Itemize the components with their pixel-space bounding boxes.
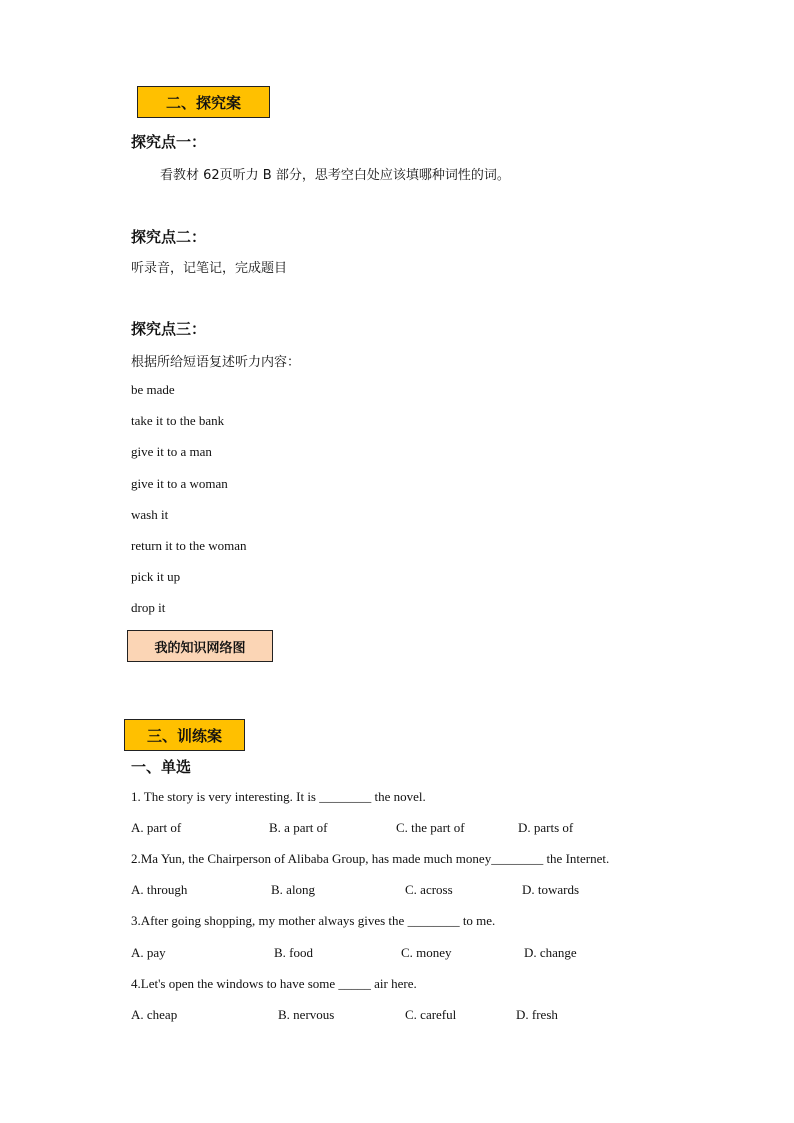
question-stem: 4.Let's open the windows to have some _____ air here.	[131, 976, 417, 991]
section2-title-box	[137, 86, 270, 118]
question-option: D. towards	[522, 882, 580, 897]
phrase-item: give it to a woman	[131, 476, 228, 491]
question-option: A. pay	[131, 945, 166, 960]
section3-title-box	[124, 719, 245, 751]
question-stem: 1. The story is very interesting. It is ________ the novel.	[131, 789, 426, 804]
phrase-item: be made	[131, 382, 175, 397]
question-option: D. fresh	[516, 1007, 558, 1022]
section2-title: 二、探究案	[165, 93, 241, 112]
phrase-item: wash it	[131, 507, 169, 522]
question-option: A. cheap	[131, 1007, 178, 1022]
phrase-item: drop it	[131, 600, 166, 615]
question-option: B. nervous	[278, 1007, 335, 1022]
question-option: C. the part of	[396, 820, 465, 835]
question-option: C. careful	[405, 1007, 457, 1022]
question-option: A. part of	[131, 820, 182, 835]
question-option: D. change	[524, 945, 577, 960]
point3-text: 根据所给短语复述听力内容：	[131, 355, 301, 370]
point1-heading: 探究点一：	[131, 133, 207, 151]
question-option: B. food	[274, 945, 313, 960]
question-option: B. along	[271, 882, 316, 897]
knowledge-map-label: 我的知识网络图	[154, 640, 246, 656]
question-option: C. money	[401, 945, 452, 960]
section3-title: 三、训练案	[146, 726, 222, 745]
phrase-item: give it to a man	[131, 444, 212, 459]
phrase-item: take it to the bank	[131, 413, 225, 428]
section3-subheading: 一、单选	[131, 758, 192, 776]
question-stem: 2.Ma Yun, the Chairperson of Alibaba Group, has made much money________ the Internet.	[131, 851, 610, 866]
question-option: C. across	[405, 882, 453, 897]
point1-text: 看教材 62页听力 B 部分，思考空白处应该填哪种词性的词。	[160, 168, 510, 183]
question-option: D. parts of	[518, 820, 574, 835]
point2-text: 听录音，记笔记，完成题目	[131, 261, 288, 276]
question-option: A. through	[131, 882, 188, 897]
point3-heading: 探究点三：	[131, 320, 207, 338]
question-stem: 3.After going shopping, my mother always gives the ________ to me.	[131, 913, 496, 928]
phrase-item: pick it up	[131, 569, 181, 584]
phrase-item: return it to the woman	[131, 538, 247, 553]
question-option: B. a part of	[269, 820, 328, 835]
knowledge-map-box	[127, 630, 273, 662]
point2-heading: 探究点二：	[131, 228, 207, 246]
